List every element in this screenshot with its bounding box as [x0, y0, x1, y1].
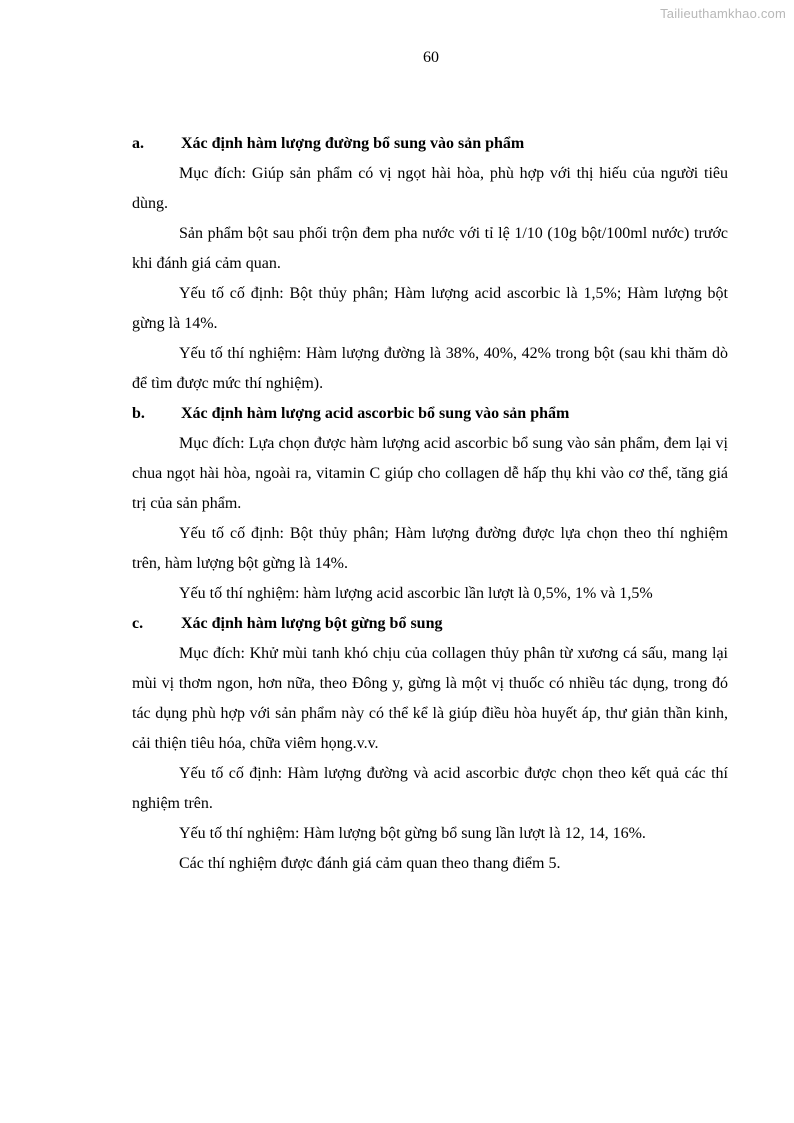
- paragraph: Yếu tố cố định: Bột thủy phân; Hàm lượng acid ascorbic là 1,5%; Hàm lượng bột gừng là 14%.: [132, 285, 728, 332]
- section-c: [132, 614, 728, 884]
- document-body: [132, 134, 728, 884]
- paragraph: Yếu tố cố định: Bột thủy phân; Hàm lượng đường được lựa chọn theo thí nghiệm trên, hàm lượng bột gừng là 14%.: [132, 525, 728, 572]
- watermark-text: Tailieuthamkhao.com: [660, 6, 786, 21]
- section-title: Xác định hàm lượng đường bổ sung vào sản phẩm: [181, 135, 525, 152]
- section-letter: c.: [132, 615, 144, 632]
- paragraph: Các thí nghiệm được đánh giá cảm quan theo thang điểm 5.: [179, 855, 561, 872]
- section-a: [132, 134, 728, 404]
- section-letter: a.: [132, 135, 144, 152]
- paragraph: Sản phẩm bột sau phối trộn đem pha nước với tỉ lệ 1/10 (10g bột/100ml nước) trước khi đánh giá cảm quan.: [132, 225, 728, 272]
- paragraph: Yếu tố cố định: Hàm lượng đường và acid ascorbic được chọn theo kết quả các thí nghiệm trên.: [132, 765, 728, 812]
- paragraph: Yếu tố thí nghiệm: Hàm lượng đường là 38%, 40%, 42% trong bột (sau khi thăm dò để tìm được mức thí nghiệm).: [132, 345, 728, 392]
- paragraph: Mục đích: Giúp sản phẩm có vị ngọt hài hòa, phù hợp với thị hiếu của người tiêu dùng.: [132, 165, 728, 212]
- paragraph: Yếu tố thí nghiệm: Hàm lượng bột gừng bổ sung lần lượt là 12, 14, 16%.: [179, 825, 646, 842]
- paragraph: Mục đích: Lựa chọn được hàm lượng acid ascorbic bổ sung vào sản phẩm, đem lại vị chua ngọt hài hòa, ngoài ra, vitamin C giúp cho collagen dễ hấp thụ khi vào cơ thể, tăng giá trị của sản phẩm.: [132, 435, 728, 512]
- paragraph: Mục đích: Khử mùi tanh khó chịu của collagen thủy phân từ xương cá sấu, mang lại mùi vị thơm ngon, hơn nữa, theo Đông y, gừng là một vị thuốc có nhiều tác dụng, trong đó tác dụng phù hợp với sản phẩm này có thể kể là giúp điều hòa huyết áp, thư giản thần kinh, cải thiện tiêu hóa, chữa viêm họng.v.v.: [132, 645, 728, 752]
- section-b: [132, 404, 728, 614]
- section-letter: b.: [132, 405, 145, 422]
- page-number: 60: [423, 49, 439, 66]
- section-title: Xác định hàm lượng acid ascorbic bổ sung vào sản phẩm: [181, 405, 570, 422]
- section-title: Xác định hàm lượng bột gừng bổ sung: [181, 615, 443, 632]
- paragraph: Yếu tố thí nghiệm: hàm lượng acid ascorbic lần lượt là 0,5%, 1% và 1,5%: [179, 585, 653, 602]
